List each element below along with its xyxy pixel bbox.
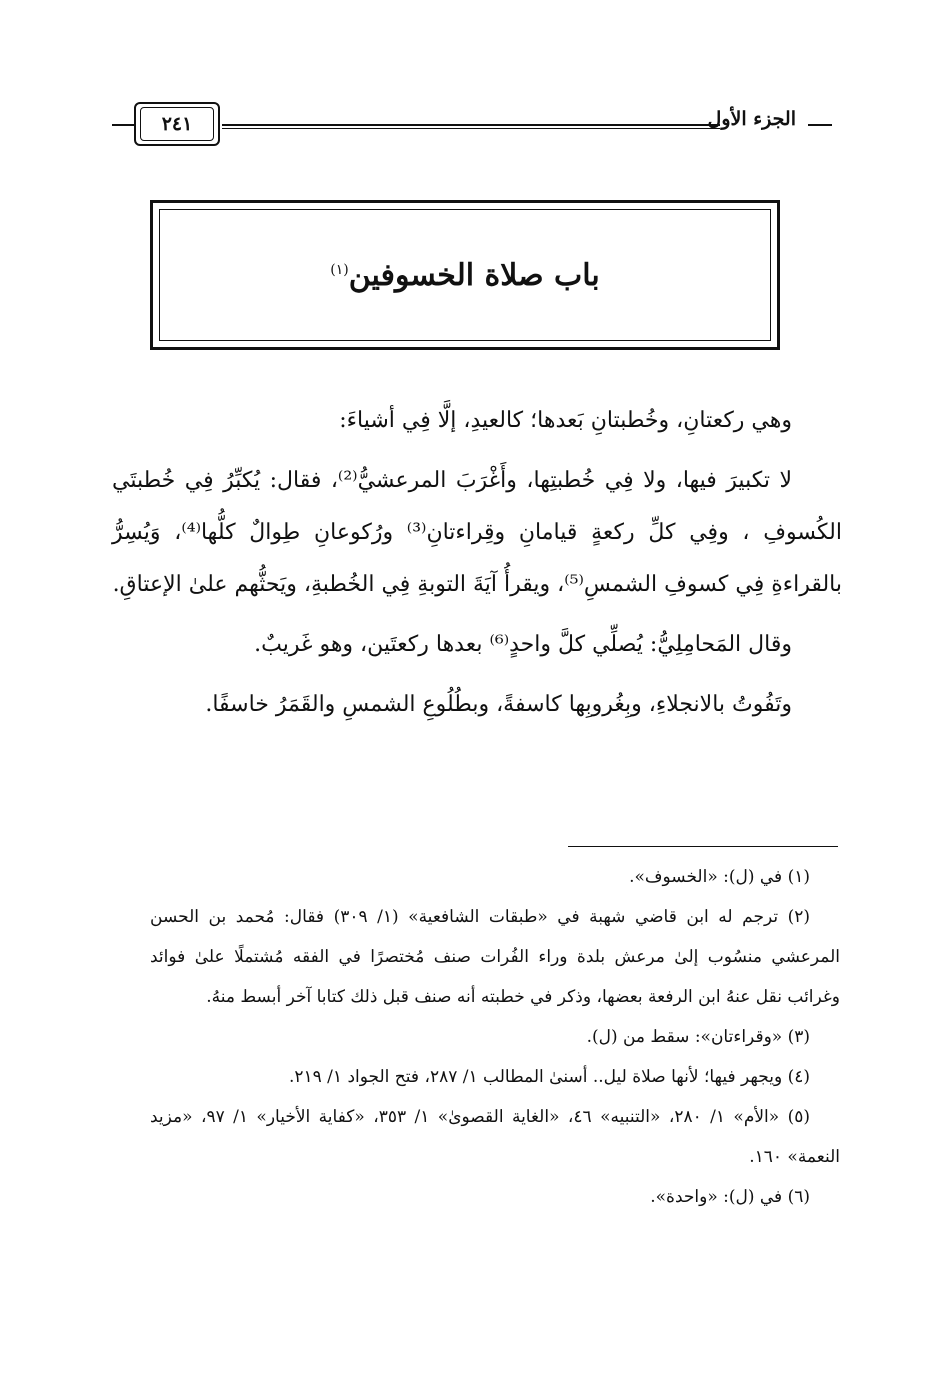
page-number-frame (134, 102, 220, 146)
main-text (112, 395, 842, 739)
paragraph-3: وقال المَحامِلِيُّ: يُصلِّي كلَّ واحدٍ⁽⁶⁾ بعدها ركعتَين، وهو غَريبٌ. (254, 632, 792, 657)
header-rule (222, 124, 720, 129)
chapter-title-text: باب صلاة الخسوفين (348, 257, 600, 293)
footnote-5: (٥) «الأم» ١/ ٢٨٠، «التنبيه» ٤٦، «الغاية القصوىٰ» ١/ ٣٥٣، «كفاية الأخيار» ١/ ٩٧، «مزيد النعمة» ١٦٠. (150, 1107, 840, 1167)
chapter-footnote-ref: (١) (330, 261, 349, 278)
page-number: ٢٤١ (140, 107, 214, 141)
paragraph-4: وتَفُوتُ بالانجلاءِ، وبِغُروبِها كاسفةً، وبطُلُوعِ الشمسِ والقَمَرُ خاسفًا. (205, 692, 792, 717)
running-header (112, 98, 832, 154)
footnote-2: (٢) ترجم له ابن قاضي شهبة في «طبقات الشافعية» (١/ ٣٠٩) فقال: مُحمد بن الحسن المرعشي منسُوب إلىٰ مرعش بلدة وراء الفُرات صنف مُختصرًا في الفقه مُشتملًا علىٰ فوائد وغرائب نقل عنهُ ابن الرفعة بعضها، وذكر في خطبته أنه صنف قبل ذلك كتابا آخر أبسط منهُ. (150, 907, 840, 1007)
paragraph-1: وهي ركعتانِ، وخُطبتانِ بَعدها؛ كالعيدِ، إلَّا فِي أشياءَ: (339, 408, 792, 433)
header-rule-right (808, 124, 832, 126)
footnote-6: (٦) في (ل): «واحدة». (650, 1187, 810, 1207)
header-rule-left (112, 124, 134, 126)
footnote-3: (٣) «وقراءتان»: سقط من (ل). (586, 1027, 810, 1047)
paragraph-2: لا تكبيرَ فيها، ولا فِي خُطبتِها، وأَغْرَبَ المرعشيُّ⁽²⁾، فقال: يُكبِّرُ فِي خُطبتَي الكُسوفِ ، وفِي كلِّ ركعةٍ قيامانِ وقِراءتانِ⁽³⁾ ورُكوعانِ طِوالٌ كلُّها⁽⁴⁾، وَيُسِرُّ بالقراءةِ فِي كسوفِ الشمسِ⁽⁵⁾، ويقرأُ آيَةَ التوبةِ فِي الخُطبةِ، ويَحثُّهم علىٰ الإعتاقِ. (112, 468, 842, 597)
chapter-title (330, 258, 600, 293)
footnotes (150, 857, 840, 1217)
volume-title: الجزء الأول (707, 108, 796, 130)
chapter-title-frame (150, 200, 780, 350)
chapter-title-inner-frame (159, 209, 771, 341)
footnote-separator (568, 846, 838, 847)
footnote-4: (٤) ويجهر فيها؛ لأنها صلاة ليل.. أسنىٰ المطالب ١/ ٢٨٧، فتح الجواد ١/ ٢١٩. (288, 1067, 810, 1087)
footnote-1: (١) في (ل): «الخسوف». (629, 867, 810, 887)
